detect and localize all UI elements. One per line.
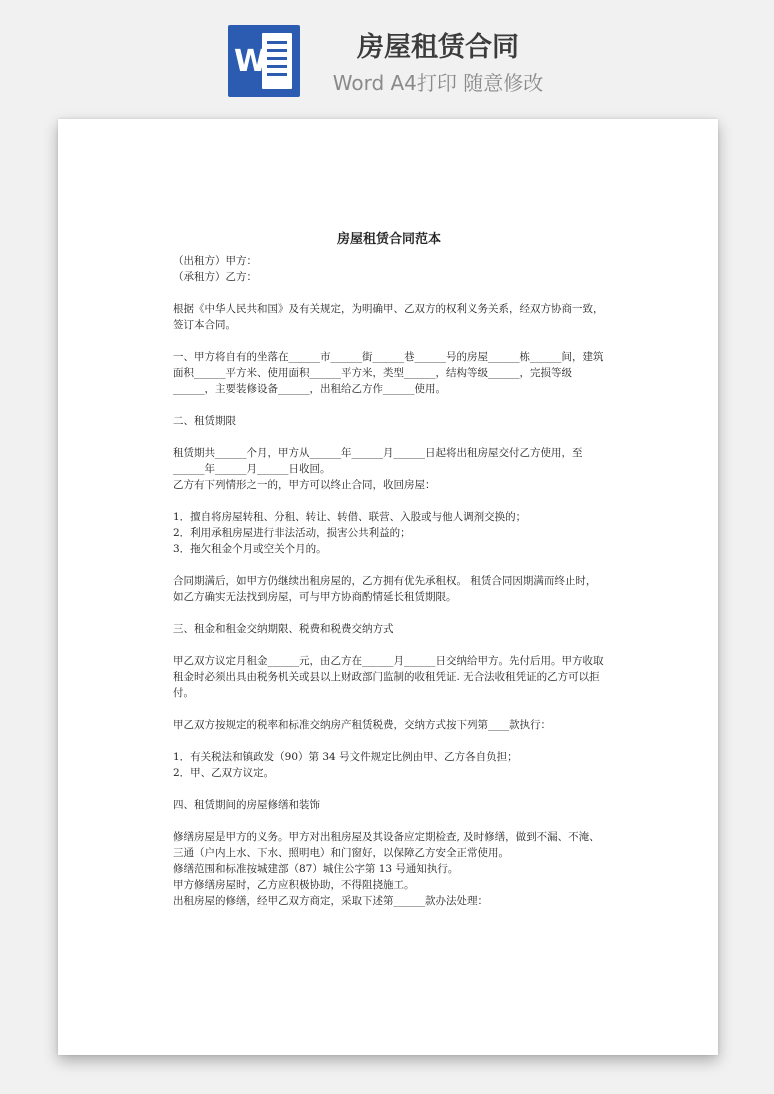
document-paragraph: 乙方有下列情形之一的，甲方可以终止合同，收回房屋： <box>173 479 436 491</box>
document-paragraph: 一、甲方将自有的坐落在______市______街______巷______号的房屋______栋______间，建筑面积______平方米、使用面积______平方米，类型______，结构等级______，完损等级______，主要装修设备______，出租给乙方作______使用。 <box>173 351 604 395</box>
word-logo-icon <box>228 25 300 97</box>
paragraph-gap <box>173 557 605 573</box>
paragraph-gap <box>173 733 605 749</box>
document-paragraph: （承租方）乙方： <box>173 271 257 283</box>
banner-title: 房屋租赁合同 <box>357 32 519 63</box>
document-paragraph: 甲乙双方议定月租金______元，由乙方在______月______日交纳给甲方。先付后用。甲方收取租金时必须出具由税务机关或县以上财政部门监制的收租凭证. 无合法收租凭证的乙方可以拒付。 <box>173 655 604 699</box>
paragraph-gap <box>173 781 605 797</box>
document-paragraph: 修缮房屋是甲方的义务。甲方对出租房屋及其设备应定期检查, 及时修缮，做到不漏、不淹、三通（户内上水、下水、照明电）和门窗好，以保障乙方安全正常使用。 <box>173 831 600 859</box>
document-paragraph: 根据《中华人民共和国》及有关规定，为明确甲、乙双方的权利义务关系，经双方协商一致，签订本合同。 <box>173 303 604 331</box>
document-paragraph: 1．有关税法和镇政发（90）第 34 号文件规定比例由甲、乙方各自负担； <box>173 751 518 763</box>
document-paragraph: 2．甲、乙双方议定。 <box>173 767 275 779</box>
document-paragraph: 租赁期共______个月，甲方从______年______月______日起将出租房屋交付乙方使用，至______年______月______日收回。 <box>173 447 583 475</box>
paragraph-gap <box>173 605 605 621</box>
logo-letter: W <box>234 44 268 79</box>
document-paragraph: 3．拖欠租金个月或空关个月的。 <box>173 543 327 555</box>
paragraph-gap <box>173 637 605 653</box>
document-paragraph: 合同期满后，如甲方仍继续出租房屋的，乙方拥有优先承租权。 租赁合同因期满而终止时，如乙方确实无法找到房屋，可与甲方协商酌情延长租赁期限。 <box>173 575 597 603</box>
paragraph-gap <box>173 333 605 349</box>
document-paragraph: 甲方修缮房屋时，乙方应积极协助，不得阻挠施工。 <box>173 879 415 891</box>
banner <box>0 0 774 110</box>
document-paragraph: 修缮范围和标准按城建部（87）城住公字第 13 号通知执行。 <box>173 863 459 875</box>
document-paragraph: 三、租金和租金交纳期限、税费和税费交纳方式 <box>173 623 394 635</box>
document-paragraph: （出租方）甲方： <box>173 255 257 267</box>
document-paragraph: 出租房屋的修缮，经甲乙双方商定，采取下述第______款办法处理： <box>173 895 488 907</box>
document-body <box>173 231 605 909</box>
banner-subtitle: Word A4打印 随意修改 <box>332 71 544 95</box>
document-paragraph: 1．擅自将房屋转租、分租、转让、转借、联营、入股或与他人调剂交换的； <box>173 511 527 523</box>
document-title: 房屋租赁合同范本 <box>336 232 441 247</box>
paragraph-gap <box>173 701 605 717</box>
document-paragraph: 2．利用承租房屋进行非法活动，损害公共利益的； <box>173 527 411 539</box>
paragraph-gap <box>173 493 605 509</box>
document-page <box>58 119 718 1055</box>
paragraph-gap <box>173 397 605 413</box>
paragraph-gap <box>173 285 605 301</box>
paragraph-gap <box>173 813 605 829</box>
document-paragraph: 二、租赁期限 <box>173 415 236 427</box>
document-paragraph: 四、租赁期间的房屋修缮和装饰 <box>173 799 320 811</box>
document-paragraph: 甲乙双方按规定的税率和标准交纳房产租赁税费，交纳方式按下列第____款执行： <box>173 719 551 731</box>
paragraph-gap <box>173 429 605 445</box>
